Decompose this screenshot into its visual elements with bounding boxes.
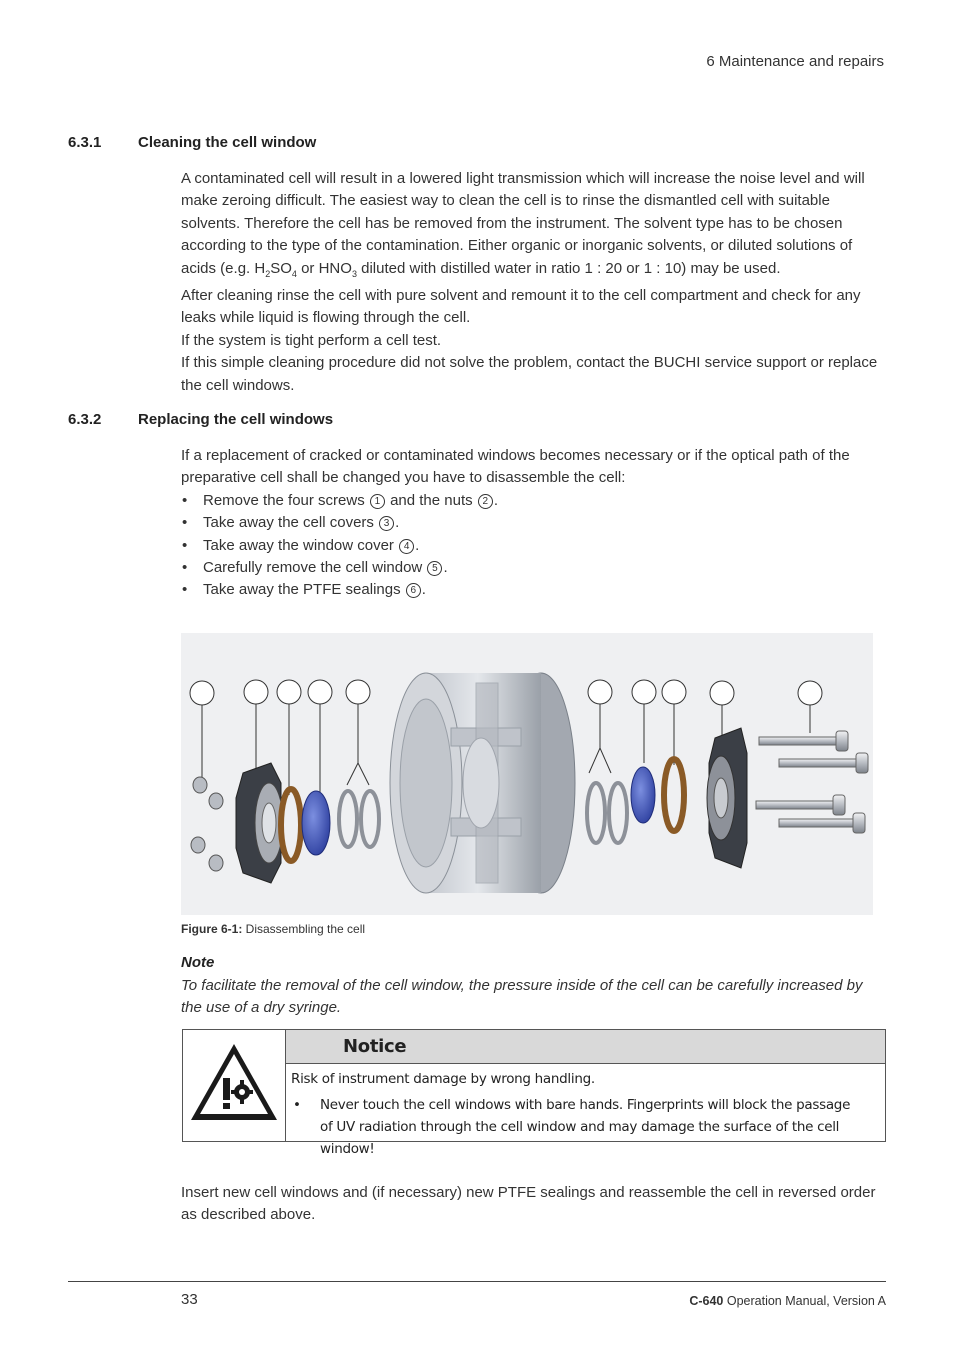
section-number: 6.3.1 [68,134,102,151]
callout-number: 1 [370,494,385,509]
callout-number: 6 [406,583,421,598]
callout-number: 3 [379,516,394,531]
note-text: To facilitate the removal of the cell window, the pressure inside of the cell can be carefully increased by the use of a dry syringe. [181,977,863,1017]
closing-paragraph: Insert new cell windows and (if necessary) new PTFE sealings and reassemble the cell in reversed order as described above. [181,1184,876,1224]
paragraph-intro: If a replacement of cracked or contaminated windows becomes necessary or if the optical path of the preparative cell shall be changed you have to disassemble the cell: [181,447,850,487]
callout-number: 5 [427,561,442,576]
notice-list [291,1094,855,1160]
note-title: Note [181,954,215,971]
list-item: • Never touch the cell windows with bare hands. Fingerprints will block the passage of UV radiation through the cell window and may damage the surface of the cell window! [291,1094,855,1160]
notice-title: Notice [343,1036,407,1057]
running-header: 6 Maintenance and repairs [706,53,884,70]
section-heading-6-3-2 [68,411,333,428]
notice-risk: Risk of instrument damage by wrong handling. [291,1071,595,1087]
paragraph-service: If this simple cleaning procedure did not solve the problem, contact the BUCHI service support or replace the cell windows. [181,354,878,394]
section-body-6-3-1 [181,168,886,397]
list-item: • Remove the four screws 1 and the nuts 2 . [181,490,886,512]
section-body-6-3-2 [181,445,886,602]
paragraph-rinse: After cleaning rinse the cell with pure solvent and remount it to the cell compartment and check for any leaks while liquid is flowing through the cell. [181,287,861,327]
disassembly-steps [181,490,886,602]
notice-title-bar [286,1030,885,1064]
list-item: • Take away the PTFE sealings 6 . [181,579,886,601]
notice-message [291,1068,855,1160]
list-item: • Take away the cell covers 3 . [181,512,886,534]
callout-number: 4 [399,539,414,554]
warning-triangle-icon [183,1030,285,1141]
callout-number: 2 [478,494,493,509]
section-number: 6.3.2 [68,411,102,428]
footer-divider [68,1281,886,1282]
figure-caption: Figure 6-1: Disassembling the cell [181,922,366,936]
list-item: • Carefully remove the cell window 5 . [181,557,886,579]
section-heading-6-3-1 [68,134,316,151]
footer-manual-title: C-640 Operation Manual, Version A [689,1294,886,1308]
paragraph-contamination: A contaminated cell will result in a lowered light transmission which will increase the noise level and will make zeroing difficult. The easiest way to clean the cell is to rinse the dismantled cell with suitable solvents. Therefore the cell has be removed from the instrument. The solvent type has to be chosen according to the type of the contamination. Either organic or inorganic solvents, or diluted solutions of acids (e.g. $H_2SO_4$ or $HNO_3$ diluted with distilled water in ratio 1 : 20 or 1 : 10) may be used. [181,170,865,279]
notice-box [182,1029,886,1157]
notice-icon-cell [183,1030,286,1141]
page-number: 33 [181,1291,198,1308]
list-item: • Take away the window cover 4 . [181,535,886,557]
paragraph-cell-test: If the system is tight perform a cell test. [181,331,442,349]
exploded-cell-illustration [181,633,873,915]
section-title: Cleaning the cell window [138,134,317,151]
section-title: Replacing the cell windows [138,411,334,428]
disassembly-figure [181,633,873,915]
